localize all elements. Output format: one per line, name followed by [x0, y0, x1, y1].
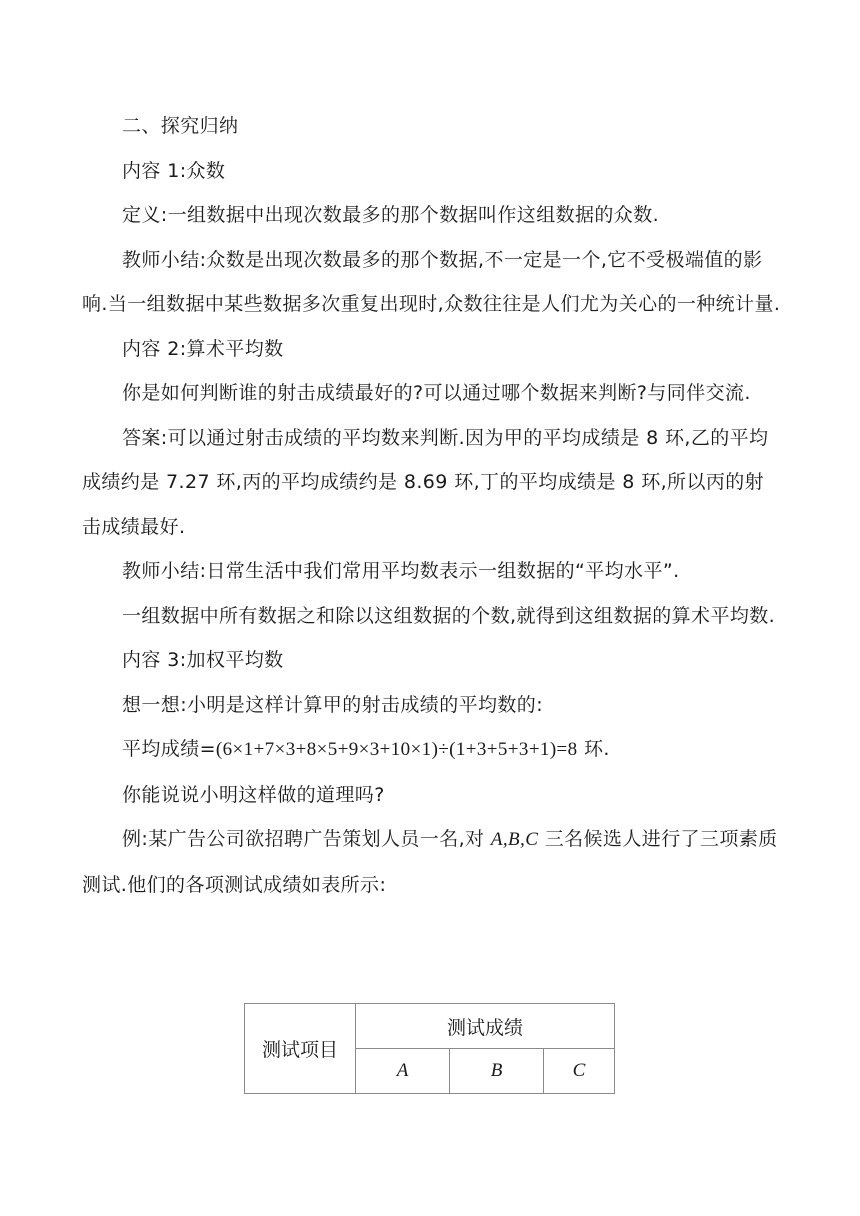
content2-heading: 内容 2:算术平均数	[122, 337, 284, 360]
content3-example	[82, 817, 782, 907]
content3-formula	[82, 727, 782, 773]
content2-summary: 教师小结:日常生活中我们常用平均数表示一组数据的“平均水平”.	[122, 560, 680, 582]
content3-think: 想一想:小明是这样计算甲的射击成绩的平均数的:	[122, 693, 544, 716]
content2-answer: 答案:可以通过射击成绩的平均数来判断.因为甲的平均成绩是 8 环,乙的平均成绩约是 7.27 环,丙的平均成绩约是 8.69 环,丁的平均成绩是 8 环,所以丙的射击成绩最好.	[82, 426, 769, 538]
content3-question: 你能说说小明这样做的道理吗?	[122, 783, 385, 806]
content2-definition: 一组数据中所有数据之和除以这组数据的个数,就得到这组数据的算术平均数.	[122, 604, 776, 627]
content1-definition: 定义:一组数据中出现次数最多的那个数据叫作这组数据的众数.	[122, 204, 660, 226]
formula-expression: (6×1+7×3+8×5+9×3+10×1)÷(1+3+5+3+1)=8	[215, 739, 578, 760]
example-candidates: A,B,C	[490, 829, 539, 850]
example-suffix: 三名候选人进行了三项素质测试.他们的各项测试成绩如表所示:	[82, 828, 778, 896]
table-candidate-b: B	[450, 1049, 544, 1094]
table-header-row	[245, 1004, 615, 1049]
content2-question: 你是如何判断谁的射击成绩最好的?可以通过哪个数据来判断?与同伴交流.	[122, 382, 751, 404]
content1-summary: 教师小结:众数是出现次数最多的那个数据,不一定是一个,它不受极端值的影响.当一组数据中某些数据多次重复出现时,众数往往是人们尤为关心的一种统计量.	[82, 248, 781, 315]
table-candidate-a: A	[356, 1049, 450, 1094]
content1-heading: 内容 1:众数	[122, 159, 226, 182]
table-header-scores: 测试成绩	[356, 1004, 615, 1049]
table-header-item: 测试项目	[245, 1004, 356, 1094]
example-prefix: 例:某广告公司欲招聘广告策划人员一名,对	[122, 828, 491, 850]
score-table	[244, 1003, 615, 1094]
formula-unit: 环.	[577, 738, 610, 760]
document-body	[82, 104, 782, 907]
table-candidate-c: C	[544, 1049, 615, 1094]
section-title: 二、探究归纳	[122, 115, 239, 137]
formula-prefix: 平均成绩=	[122, 738, 216, 760]
content3-heading: 内容 3:加权平均数	[122, 649, 284, 671]
